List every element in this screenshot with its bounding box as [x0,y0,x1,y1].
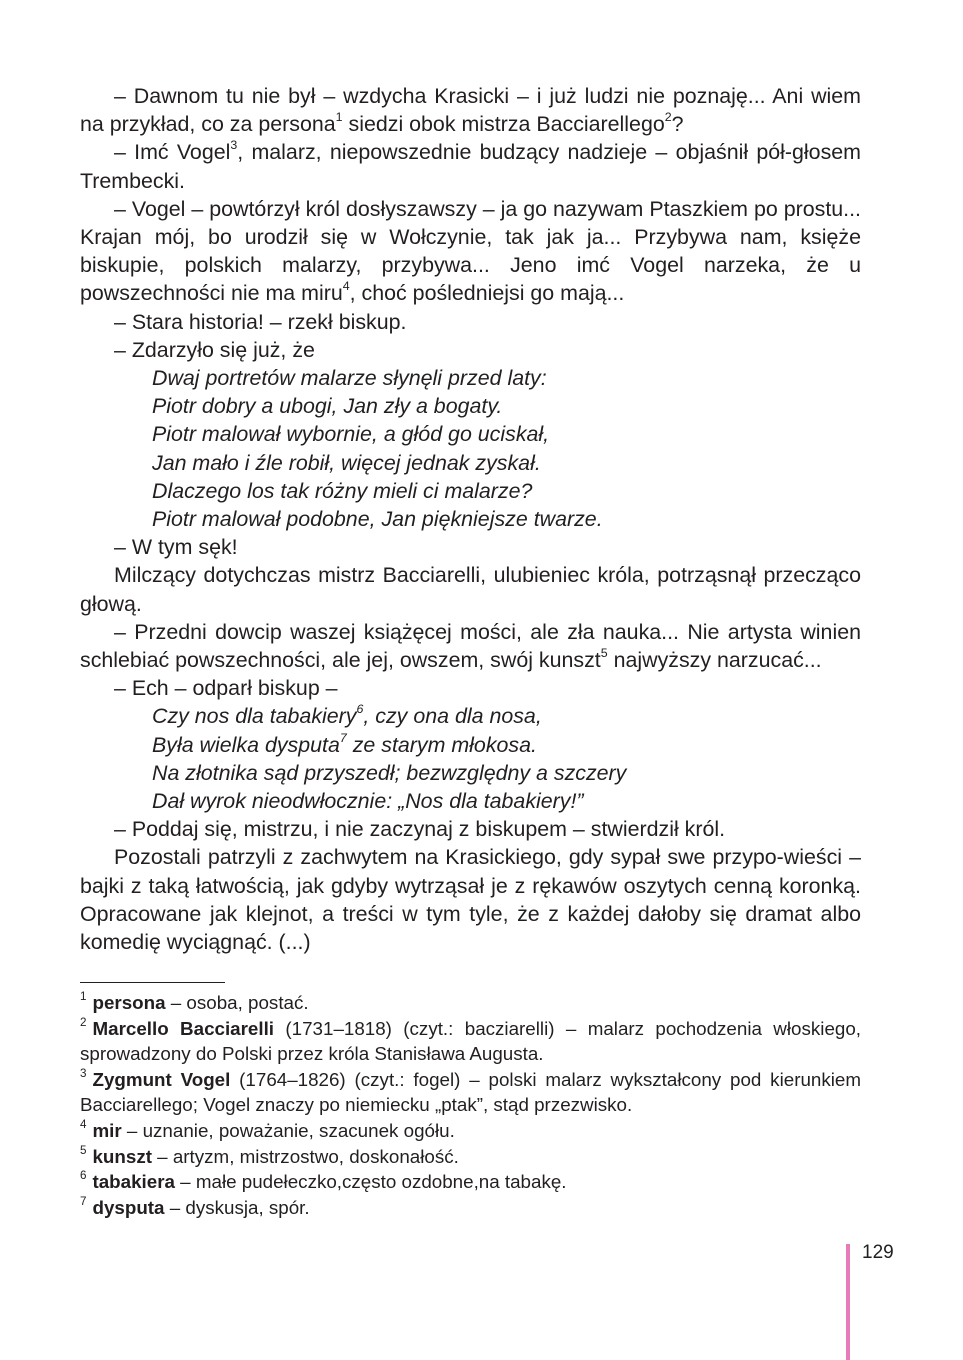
text-run: – Ech – odparł biskup – [114,676,338,701]
footnote-number: 4 [80,1117,87,1131]
footnote-definition: – osoba, postać. [165,992,309,1013]
text-run: – Dawnom tu nie był – wzdycha Krasicki – i już ludzi nie poznaję... Ani wiem na przykład, co za persona [80,84,861,137]
footnote-separator [80,982,225,983]
text-run: – Zdarzyło się już, że [114,337,315,362]
text-run: – W tym sęk! [114,535,238,560]
text-run: Pozostali patrzyli z zachwytem na Krasickiego, gdy sypał swe przypo-wieści – bajki z taką łatwością, jak gdyby wytrząsał je z rękawów oszytych cenną koronką. Opracowane jak klejnot, a treści w tym tyle, że z każdej dałoby się dramat albo komedię wyciągnąć. (...) [80,845,861,955]
footnote-term: persona [92,992,166,1013]
paragraph [80,195,861,308]
text-run: Dlaczego los tak różny mieli ci malarze? [152,478,533,503]
text-run: siedzi obok mistrza Bacciarellego [342,112,665,137]
footnote-term: Zygmunt Vogel [92,1068,231,1090]
footnote-ref: 5 [600,646,608,661]
footnote-number: 5 [80,1143,87,1157]
footnote-ref: 3 [230,138,238,153]
footnote [80,1195,861,1221]
paragraph [80,138,861,194]
paragraph [80,843,861,956]
footnote-definition: – artyzm, mistrzostwo, doskonałość. [151,1145,459,1167]
footnote [80,990,861,1016]
text-run: , malarz, niepowszednie budzący nadzieje – objaśnił pół-głosem Trembecki. [80,140,861,193]
footnote-number: 3 [80,1066,87,1080]
poem-line [152,364,861,392]
footnote-definition: – dyskusja, spór. [164,1196,310,1218]
text-run: , czy ona dla nosa, [363,704,542,729]
footnote-term: Marcello Bacciarelli [92,1017,275,1039]
text-run: , choć pośledniejsi go mają... [349,281,625,306]
footnote-definition: (1764–1826) (czyt.: fogel) – polski malarz wykształcony pod kierunkiem Bacciarellego; Vogel znaczy po niemiecku „ptak”, stąd przezwisko. [80,1068,861,1116]
poem-line [152,702,861,730]
text-run: ze starym młokosa. [346,732,537,757]
footnote-ref: 6 [356,702,364,717]
text-run: – Poddaj się, mistrzu, i nie zaczynaj z biskupem – stwierdził król. [114,817,726,842]
paragraph [80,336,861,364]
text-run: Piotr malował wybornie, a głód go uciskał, [152,422,550,447]
footnote-number: 2 [80,1015,87,1029]
text-run: Była wielka dysputa [152,732,340,757]
paragraph [80,533,861,561]
paragraph [80,815,861,843]
footnote-number: 1 [80,990,87,1003]
footnote-definition: (1731–1818) (czyt.: bacziarelli) – malarz pochodzenia włoskiego, sprowadzony do Polski przez króla Stanisława Augusta. [80,1017,861,1065]
text-run: – Przedni dowcip waszej książęcej mości, ale zła nauka... Nie artysta winien schlebiać powszechności, ale jej, owszem, swój kunszt [80,619,861,673]
text-run: – Stara historia! – rzekł biskup. [114,309,407,334]
main-text [80,82,861,956]
footnote [80,1067,861,1118]
paragraph [80,82,861,138]
footnote [80,1016,861,1067]
text-run: Dał wyrok nieodwłocznie: „Nos dla tabakiery!” [152,789,584,814]
paragraph [80,618,861,674]
footnote-term: mir [92,1119,122,1141]
text-run: ? [671,112,684,137]
poem-line [152,787,861,815]
text-run: Piotr dobry a ubogi, Jan zły a bogaty. [152,394,503,419]
footnote-ref: 1 [335,110,343,125]
poem-line [152,449,861,477]
paragraph [80,674,861,702]
text-run: najwyższy narzucać... [607,648,822,673]
text-run: Jan mało i źle robił, więcej jednak zyskał. [152,450,541,475]
footnote-ref: 2 [664,110,672,125]
poem-line [152,759,861,787]
footnote [80,1169,861,1195]
paragraph [80,308,861,336]
page-number: 129 [862,1242,894,1263]
text-run: Czy nos dla tabakiery [152,704,357,729]
footnote-number: 6 [80,1169,87,1183]
text-run: – Vogel – powtórzył król dosłyszawszy – ja go nazywam Ptaszkiem po prostu... Krajan mój, bo urodził się w Wołczynie, tak jak ja... Przybywa nam, księże biskupie, polskich malarzy, przybywa... Jeno imć Vogel narzeka, że u powszechności nie ma miru [80,196,861,306]
poem-line [152,420,861,448]
footnote-definition: – uznanie, poważanie, szacunek ogółu. [121,1119,455,1141]
poem-line [152,505,861,533]
footnote-ref: 4 [342,279,350,294]
footnote-term: kunszt [92,1145,152,1167]
footnote [80,1144,861,1170]
footnote [80,1118,861,1144]
footnote-ref: 7 [339,730,347,745]
paragraph [80,561,861,617]
footnote-definition: – małe pudełeczko,często ozdobne,na tabakę. [174,1171,567,1193]
text-run: Na złotnika sąd przyszedł; bezwzględny a szczery [152,760,627,785]
footnote-term: tabakiera [92,1171,175,1193]
footnote-number: 7 [80,1194,87,1208]
text-run: Dwaj portretów malarze słynęli przed laty: [152,366,547,391]
footnote-term: dysputa [92,1196,165,1218]
text-run: Piotr malował podobne, Jan piękniejsze twarze. [152,507,603,532]
footnotes [80,990,861,1220]
poem-line [152,392,861,420]
text-run: – Imć Vogel [114,140,231,165]
text-run: Milczący dotychczas mistrz Bacciarelli, ulubieniec króla, potrząsnął przecząco głową. [80,563,861,616]
poem-line [152,731,861,759]
poem-line [152,477,861,505]
margin-bar [846,1244,850,1360]
